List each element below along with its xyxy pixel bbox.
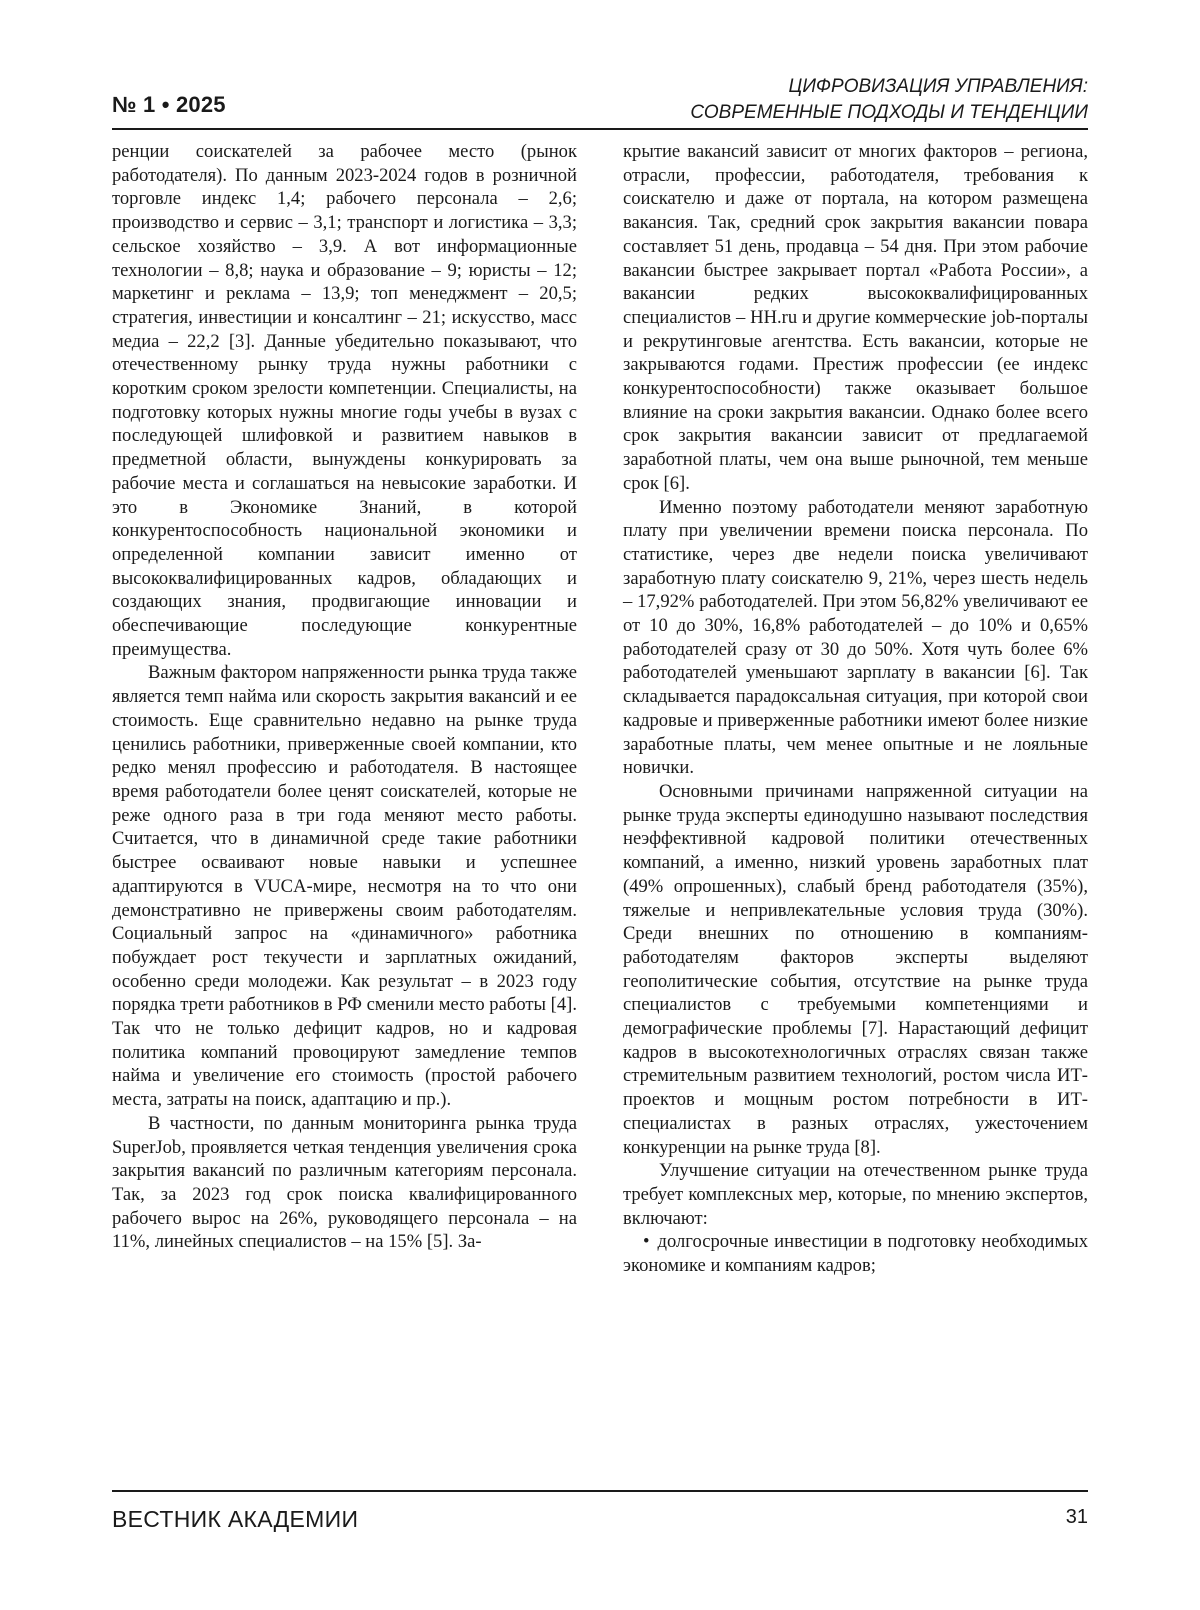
paragraph-vacancy-closing: крытие вакансий зависит от многих факторов – региона, отрасли, профессии, работодателя, требования к соискателю и даже от портала, на котором размещена вакансия. Так, средний срок закрытия вакансии повара составляет 51 день, продавца – 54 дня. При этом рабочие вакансии быстрее закрывает портал «Работа России», а вакансии редких высококвалифицированных специалистов – HH.ru и другие коммерческие job-порталы и рекрутинговые агентства. Есть вакансии, которые не закрываются годами. Престиж профессии (ее индекс конкурентоспособности) также оказывает большое влияние на сроки закрытия вакансии. Однако более всего срок закрытия вакансии зависит от предлагаемой заработной платы, чем она выше рыночной, тем меньше срок [6].: [623, 141, 1088, 494]
section-title-line-1: ЦИФРОВИЗАЦИЯ УПРАВЛЕНИЯ:: [788, 76, 1088, 97]
section-title-line-2: СОВРЕМЕННЫЕ ПОДХОДЫ И ТЕНДЕНЦИИ: [690, 102, 1088, 123]
bullet-icon: •: [643, 1231, 650, 1253]
paragraph-hiring-pace: Важным фактором напряженности рынка труда также является темп найма или скорость закрытия вакансий и ее стоимость. Еще сравнительно недавно на рынке труда ценились работники, приверженные своей компании, кто редко менял профессию и работодателя. В настоящее время работодатели более ценят соискателей, которые не реже одного раза в три года меняют место работы. Считается, что в динамичной среде такие работники быстрее осваивают новые навыки и успешнее адаптируются в VUCA-мире, несмотря на то что они демонстративно не привержены своим работодателям. Социальный запрос на «динамичного» работника побуждает рост текучести и зарплатных ожиданий, особенно среди молодежи. Как результат – в 2023 году порядка трети работников в РФ сменили место работы [4]. Так что не только дефицит кадров, но и кадровая политика компаний провоцируют замедление темпов найма и увеличение его стоимость (простой рабочего места, затраты на поиск, адаптацию и пр.).: [112, 662, 577, 1111]
page-footer: [0, 1490, 1200, 1550]
paragraph-superjob: В частности, по данным мониторинга рынка труда SuperJob, проявляется четкая тенденция увеличения срока закрытия вакансий по различным категориям персонала. Так, за 2023 год срок поиска квалифицированного рабочего вырос на 26%, руководящего персонала – на 11%, линейных специалистов – на 15% [5]. За-: [112, 1112, 577, 1253]
right-column: [623, 140, 1088, 1278]
page-header: [0, 0, 1200, 140]
paragraph-causes: Основными причинами напряженной ситуации на рынке труда эксперты единодушно называют последствия неэффективной кадровой политики отечественных компаний, а именно, низкий уровень заработных плат (49% опрошенных), слабый бренд работодателя (35%), тяжелые и непривлекательные условия труда (30%). Среди внешних по отношению в компаниям-работодателям факторов эксперты выделяют геополитические события, отсутствие на рынке труда специалистов с требуемыми компетенциями и демографические проблемы [7]. Нарастающий дефицит кадров в высокотехнологичных отраслях связан также стремительным развитием технологий, ростом числа ИТ-проектов и мощным ростом потребности в ИТ-специалистах в разных отраслях, ужесточением конкуренции на рынке труда [8].: [623, 780, 1088, 1158]
list-item: [623, 1230, 1088, 1277]
issue-number: № 1 • 2025: [112, 92, 226, 117]
header-divider: [112, 128, 1088, 130]
article-body: [112, 140, 1088, 1480]
footer-divider: [112, 1490, 1088, 1492]
journal-name: ВЕСТНИК АКАДЕМИИ: [112, 1506, 359, 1532]
journal-section-title: [690, 74, 1088, 126]
page-number: 31: [1065, 1506, 1088, 1528]
paragraph-salary-changes: Именно поэтому работодатели меняют заработную плату при увеличении времени поиска персонала. По статистике, через две недели поиска увеличивают заработную плату соискателю 9, 21%, через шесть недель – 17,92% работодателей. При этом 56,82% увеличивают ее от 10 до 30%, 16,8% работодателей – до 10% и 0,65% работодателей сразу от 30 до 50%. Хотя чуть более 6% работодателей уменьшают зарплату в вакансии [6]. Так складывается парадоксальная ситуация, при которой свои кадровые и приверженные работники имеют более низкие заработные платы, чем менее опытные и не лояльные новички.: [623, 496, 1088, 779]
left-column: [112, 140, 577, 1254]
paragraph-measures: Улучшение ситуации на отечественном рынке труда требует комплексных мер, которые, по мнению экспертов, включают:: [623, 1160, 1088, 1229]
paragraph-continuation: ренции соискателей за рабочее место (рынок работодателя). По данным 2023-2024 годов в розничной торговле индекс 1,4; рабочего персонала – 2,6; производство и сервис – 3,1; транспорт и логистика – 3,3; сельское хозяйство – 3,9. А вот информационные технологии – 8,8; наука и образование – 9; юристы – 12; маркетинг и реклама – 13,9; топ менеджмент – 20,5; стратегия, инвестиции и консалтинг – 21; искусство, масс медиа – 22,2 [3]. Данные убедительно показывают, что отечественному рынку труда нужны работники с коротким сроком зрелости компетенции. Специалисты, на подготовку которых нужны многие годы учебы в вузах с последующей шлифовкой и развитием навыков в предметной области, вынуждены конкурировать за рабочие места и соглашаться на невысокие заработки. И это в Экономике Знаний, в которой конкурентоспособность национальной экономики и определенной компании зависит именно от высококвалифицированных кадров, обладающих и создающих знания, продвигающие инновации и обеспечивающие последующие конкурентные преимущества.: [112, 141, 577, 660]
list-item-text: долгосрочные инвестиции в подготовку необходимых экономике и компаниям кадров;: [623, 1231, 1088, 1277]
